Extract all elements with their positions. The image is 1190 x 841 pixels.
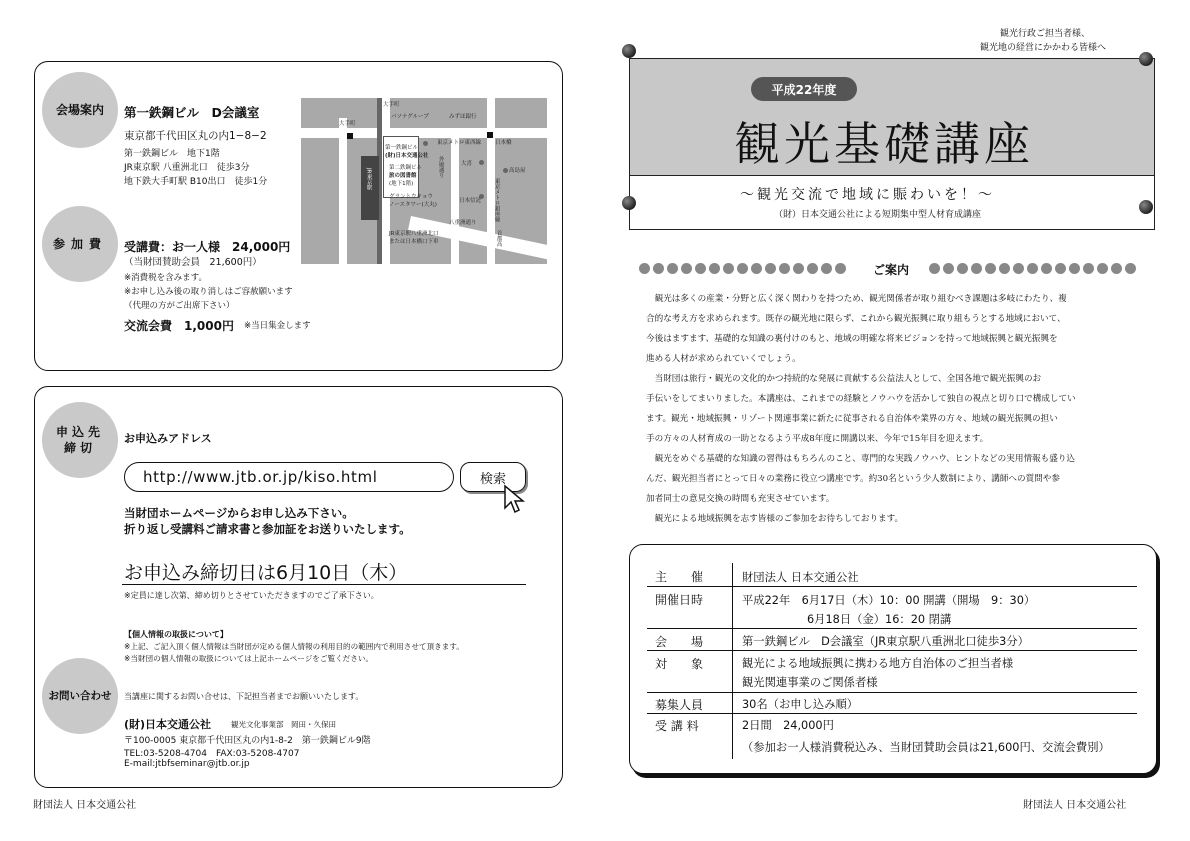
exchange-note: ※当日集金します bbox=[244, 321, 311, 331]
privacy-2: ※当財団の個人情報の取扱については上記ホームページをご覧ください。 bbox=[124, 654, 374, 663]
map-label-yaesu-dori: 八重洲通り bbox=[449, 220, 477, 226]
contact-intro: 当講座に関するお問い合せは、下記担当者までお願いいたします。 bbox=[124, 692, 364, 701]
apply-label: 申込先締切 bbox=[55, 424, 104, 455]
target-2: 観光関連事業のご関係者様 bbox=[742, 676, 878, 689]
venue-name: 第一鉄鋼ビル D会議室 bbox=[124, 105, 260, 120]
audience-line-1: 観光行政ご担当者様、 bbox=[1000, 29, 1091, 39]
map-label-sotobori: 外堀通り bbox=[437, 156, 444, 178]
guide-line: 進める人材が求められていくでしょう。 bbox=[646, 354, 801, 364]
map-label-otemachi: 大手町 bbox=[339, 121, 356, 127]
map-label-pasona: パソナグループ bbox=[391, 114, 429, 120]
footer-right: 財団法人 日本交通公社 bbox=[1023, 800, 1127, 811]
subtitle: 〜観光交流で地域に賑わいを！〜 bbox=[740, 187, 995, 203]
venue-row-label: 会 場 bbox=[655, 635, 704, 649]
guide-body bbox=[646, 289, 1136, 529]
guide-heading: ご案内 bbox=[873, 263, 910, 277]
guide-line: 今後はますます、基礎的な知識の裏付けのもと、地域の明確な将来ビジョンを持って地域振興と観光振興を bbox=[646, 334, 1058, 344]
deadline-underline bbox=[122, 584, 526, 585]
target-1: 観光による地域振興に携わる地方自治体のご担当者様 bbox=[742, 657, 1014, 670]
venue-row-value: 第一鉄鋼ビル D会議室（JR東京駅八重洲北口徒歩3分） bbox=[742, 635, 1029, 648]
apply-line-2: 折り返し受講料ご請求書と参加証をお送りいたします。 bbox=[124, 522, 411, 536]
contact-tel: TEL:03-5208-4704 FAX:03-5208-4707 bbox=[124, 749, 300, 759]
url-text: http://www.jtb.or.jp/kiso.html bbox=[143, 468, 378, 486]
tuition-label: 受 講 料 bbox=[655, 719, 699, 733]
year-badge: 平成22年度 bbox=[751, 77, 857, 101]
organizer-label: 主 催 bbox=[655, 570, 704, 584]
deadline: お申込み締切日は6月10日（木） bbox=[124, 562, 408, 584]
map-label-daikichi: 大喜 bbox=[461, 161, 473, 167]
divider-dots-right bbox=[929, 261, 1136, 275]
fee-note-2: ※お申し込み後の取り消しはご容赦願います bbox=[124, 287, 293, 297]
map-label-tekko-bldg-2: 第二鉄鋼ビル bbox=[389, 165, 423, 171]
map-label-mizuho: みずほ銀行 bbox=[449, 114, 477, 120]
contact-label: お問い合わせ bbox=[48, 689, 112, 702]
exchange-fee: 交流会費 1,000円 bbox=[124, 319, 234, 333]
map-label-tekko-bldg: 第一鉄鋼ビル bbox=[385, 145, 419, 151]
venue-label: 会場案内 bbox=[55, 102, 104, 117]
map-label-jtbf: (財)日本交通公社 bbox=[385, 153, 429, 159]
guide-line: 手伝いをしてまいりました。本講座は、これまでの経験とノウハウを活かして独自の視点と切り口で構成してい bbox=[646, 394, 1076, 404]
access-map bbox=[301, 98, 547, 264]
contact-label-circle bbox=[42, 658, 118, 734]
pin-icon bbox=[622, 44, 636, 58]
venue-line-3: 地下鉄大手町駅 B10出口 徒歩1分 bbox=[124, 177, 268, 187]
guide-line: 手の方々の人材育成の一助となるよう平成8年度に開講以来、今年で15年目を迎えます。 bbox=[646, 434, 989, 444]
pin-icon bbox=[1139, 52, 1153, 66]
date-1: 平成22年 6月17日（木）10：00 開講（開場 9：30） bbox=[742, 594, 1036, 607]
venue-address: 東京都千代田区丸の内1−8−2 bbox=[124, 130, 267, 142]
map-label-nihonbashi: 日本橋 bbox=[495, 140, 512, 146]
cursor-arrow-icon bbox=[503, 484, 527, 516]
map-label-jr-exit: JR東京駅八重洲北口 bbox=[389, 231, 439, 237]
deadline-note: ※定員に達し次第、締め切りとさせていただきますのでご了承下さい。 bbox=[124, 591, 379, 600]
audience-line-2: 観光地の経営にかかわる皆様へ bbox=[980, 43, 1107, 53]
dates-label: 開催日時 bbox=[655, 593, 704, 607]
guide-line: 観光をめぐる基礎的な知識の習得はもちろんのこと、専門的な実践ノウハウ、ヒントなどの実用情報も盛り込 bbox=[646, 454, 1076, 464]
map-label-shutoko: 首都高 bbox=[495, 230, 502, 247]
apply-label-circle bbox=[42, 402, 118, 478]
map-label-library: 旅の図書館 bbox=[389, 173, 417, 179]
guide-line: ます。観光・地域振興・リゾート関連事業に新たに従事される自治体や業界の方々、地域の観光振興の担い bbox=[646, 414, 1058, 424]
contact-org: (財)日本交通公社 bbox=[124, 718, 212, 731]
details-column-divider bbox=[732, 563, 733, 759]
footer-left: 財団法人 日本交通公社 bbox=[33, 800, 137, 811]
contact-address: 〒100-0005 東京都千代田区丸の内1-8-2 第一鉄鋼ビル9階 bbox=[124, 736, 371, 746]
fee-label: 参加費 bbox=[52, 236, 107, 251]
guide-line: んだ、観光担当者にとって日々の業務に役立つ講座です。約30名という少人数制により、講師への質問や参 bbox=[646, 474, 1060, 484]
tuition-1: 2日間 24,000円 bbox=[742, 719, 834, 732]
date-2: 6月18日（金）16：20 閉講 bbox=[807, 613, 952, 626]
url-field[interactable] bbox=[124, 462, 454, 492]
organizer-value: 財団法人 日本交通公社 bbox=[742, 571, 859, 584]
venue-label-circle bbox=[42, 72, 118, 148]
map-label-basement: (地下1階) bbox=[389, 181, 414, 187]
pin-icon bbox=[622, 196, 636, 210]
capacity-value: 30名（お申し込み順） bbox=[742, 698, 859, 711]
map-label-tozai-line: 東京メトロ東西線 bbox=[437, 140, 482, 146]
fee-member: （当財団賛助会員 21,600円） bbox=[124, 257, 262, 268]
privacy-title: 【個人情報の取扱について】 bbox=[124, 630, 228, 639]
address-heading: お申込みアドレス bbox=[124, 432, 212, 445]
tuition-2: （参加お一人様消費税込み、当財団賛助会員は21,600円、交流会費別） bbox=[742, 741, 1110, 754]
divider-dots-left bbox=[639, 261, 846, 275]
guide-line: 当財団は旅行・観光の文化的かつ持続的な発展に貢献する公益法人として、全国各地で観光振興のお bbox=[646, 374, 1042, 384]
target-label: 対 象 bbox=[655, 657, 704, 671]
guide-line: 合的な考え方を求められます。既存の観光地に限らず、これから観光振興に取り組もうとする地域において、 bbox=[646, 314, 1066, 324]
contact-dept: 観光文化事業部 岡田・久保田 bbox=[231, 720, 336, 729]
map-label-otemachi-station: 大手町 bbox=[383, 102, 400, 108]
map-label-jr-tokyo: JR東京駅 bbox=[365, 168, 372, 190]
apply-line-1: 当財団ホームページからお申し込み下さい。 bbox=[124, 506, 354, 520]
capacity-label: 募集人員 bbox=[655, 698, 704, 712]
byline: （財）日本交通公社による短期集中型人材育成講座 bbox=[774, 210, 982, 220]
search-button-label: 検索 bbox=[479, 471, 506, 487]
fee-label-circle bbox=[42, 206, 118, 282]
venue-line-2: JR東京駅 八重洲北口 徒歩3分 bbox=[124, 163, 250, 173]
guide-line: 加者同士の意見交換の時間も充実させています。 bbox=[646, 494, 835, 504]
fee-note-3: （代理の方がご出席下さい） bbox=[124, 301, 235, 311]
main-title: 観光基礎講座 bbox=[734, 117, 1034, 171]
pin-icon bbox=[1139, 200, 1153, 214]
guide-line: 観光による地域振興を志す皆様のご参加をお待ちしております。 bbox=[646, 514, 904, 524]
map-label-grantokyo: グラントウキョウ bbox=[389, 194, 434, 200]
map-label-north-tower: ノースタワー(大丸) bbox=[389, 202, 437, 208]
privacy-1: ※上記、ご記入頂く個人情報は当財団が定める個人情報の利用目的の範囲内で利用させて頂きます。 bbox=[124, 642, 464, 651]
map-label-jr-exit-2: または日本橋口下車 bbox=[389, 239, 439, 245]
fee-main: 受講費：お一人様 24,000円 bbox=[124, 240, 291, 254]
map-label-ginza-line: 東京メトロ銀座線 bbox=[493, 178, 500, 222]
map-label-takashimaya: 高島屋 bbox=[509, 168, 526, 174]
fee-note-1: ※消費税を含みます。 bbox=[124, 273, 207, 283]
guide-line: 観光は多くの産業・分野と広く深く関わりを持つため、観光関係者が取り組むべき課題は多岐にわたり、複 bbox=[646, 294, 1067, 304]
contact-email: E-mail:jtbfseminar@jtb.or.jp bbox=[124, 759, 250, 769]
venue-line-1: 第一鉄鋼ビル 地下1階 bbox=[124, 149, 220, 159]
map-label-nihon-shintaku: 日本信託 bbox=[459, 198, 482, 204]
